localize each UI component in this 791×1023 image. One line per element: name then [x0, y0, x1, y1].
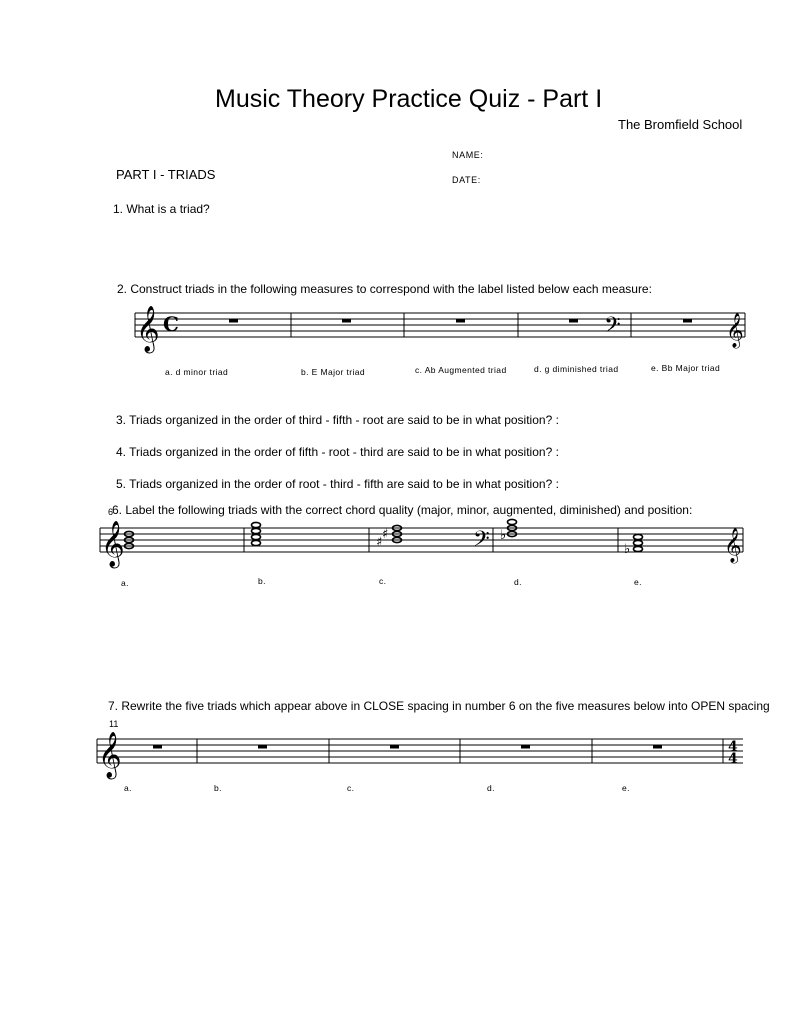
staff-question-7	[0, 726, 791, 786]
name-label: NAME:	[452, 150, 484, 160]
whole-rest-icon	[227, 319, 240, 323]
bass-clef-icon: 𝄢	[604, 313, 621, 343]
question-3: 3. Triads organized in the order of third - fifth - root are said to be in what position? :	[116, 413, 559, 427]
whole-rest-icon	[388, 745, 401, 749]
flat-icon: ♭	[500, 528, 507, 543]
measure-number: 6	[108, 507, 114, 517]
whole-rest-icon	[567, 319, 580, 323]
whole-rest-icon	[454, 319, 467, 323]
measure-number: 11	[109, 719, 119, 729]
staff-question-2	[0, 300, 791, 360]
whole-rest-icon	[340, 319, 353, 323]
whole-rest-icon	[519, 745, 532, 749]
whole-rest-icon	[681, 319, 694, 323]
staff2-label-c: c.	[379, 576, 387, 586]
staff1-label-d: d. g diminished triad	[534, 364, 619, 374]
staff2-label-b: b.	[258, 576, 266, 586]
whole-rest-icon	[651, 745, 664, 749]
question-6: 6. Label the following triads with the correct chord quality (major, minor, augmented, diminished) and position:	[112, 503, 693, 517]
whole-rest-icon	[256, 745, 269, 749]
staff3-label-c: c.	[347, 783, 355, 793]
staff2-label-d: d.	[514, 577, 522, 587]
staff3-label-e: e.	[622, 783, 630, 793]
staff1-label-a: a. d minor triad	[165, 367, 229, 377]
time-signature-bottom: 4	[728, 751, 738, 767]
triad-chord-e	[634, 534, 643, 551]
question-4: 4. Triads organized in the order of fifth - root - third are said to be in what position? :	[116, 445, 559, 459]
staff3-label-d: d.	[487, 783, 495, 793]
treble-clef-icon: 𝄞	[101, 521, 125, 567]
staff3-label-b: b.	[214, 783, 222, 793]
sharp-icon: ♯	[382, 527, 389, 542]
school-name: The Bromfield School	[618, 117, 743, 132]
common-time-icon: C	[163, 312, 179, 336]
question-7: 7. Rewrite the five triads which appear above in CLOSE spacing in number 6 on the five measures below into OPEN spacing	[108, 699, 770, 713]
bass-clef-icon: 𝄢	[473, 527, 490, 557]
flat-icon: ♭	[624, 542, 631, 557]
question-1: 1. What is a triad?	[113, 202, 210, 216]
whole-rest-icon	[151, 745, 164, 749]
treble-clef-icon: 𝄞	[726, 313, 744, 348]
date-label: DATE:	[452, 175, 481, 185]
page-title: Music Theory Practice Quiz - Part I	[215, 85, 603, 113]
staff-question-6	[0, 515, 791, 575]
treble-clef-icon: 𝄞	[136, 306, 160, 352]
staff2-label-e: e.	[634, 577, 642, 587]
staff1-label-e: e. Bb Major triad	[651, 363, 721, 373]
section-title: PART I - TRIADS	[116, 167, 216, 182]
staff1-label-c: c. Ab Augmented triad	[415, 365, 507, 375]
sharp-icon: ♯	[376, 535, 383, 550]
staff1-label-b: b. E Major triad	[301, 367, 366, 377]
staff3-label-a: a.	[124, 783, 132, 793]
question-5: 5. Triads organized in the order of root - third - fifth are said to be in what position? :	[116, 477, 559, 491]
staff2-label-a: a.	[121, 578, 129, 588]
question-2: 2. Construct triads in the following measures to correspond with the label listed below each measure:	[117, 282, 652, 296]
treble-clef-icon: 𝄞	[98, 732, 122, 778]
treble-clef-icon: 𝄞	[724, 528, 742, 563]
time-signature-top: 4	[728, 739, 738, 755]
